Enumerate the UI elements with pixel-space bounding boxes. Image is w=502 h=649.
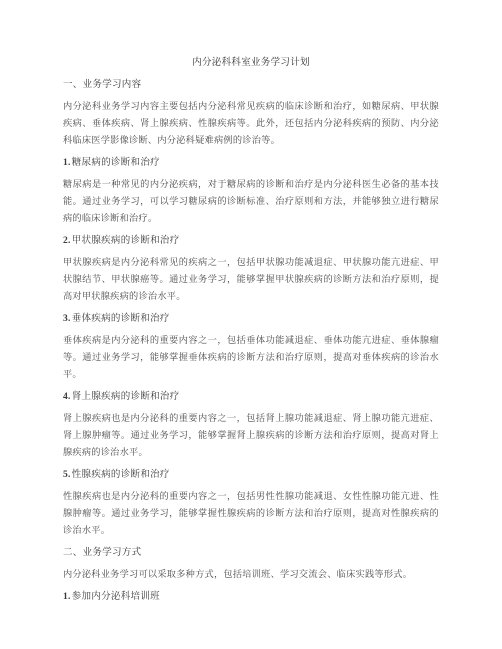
item-heading-diabetes (63, 156, 439, 170)
item-heading-thyroid (63, 234, 439, 248)
item-number: 4. (63, 392, 71, 402)
item-number: 3. (63, 314, 71, 324)
methods-intro-paragraph: 内分泌科业务学习可以采取多种方式，包括培训班、学习交流会、临床实践等形式。 (63, 569, 413, 580)
item-heading-text: 参加内分泌科培训班 (71, 591, 160, 602)
item-heading-text: 甲状腺疾病的诊断和治疗 (71, 235, 180, 246)
item-heading-text: 垂体疾病的诊断和治疗 (71, 313, 170, 324)
item-paragraph-thyroid: 甲状腺疾病是内分泌科常见的疾病之一，包括甲状腺功能减退症、甲状腺功能亢进症、甲状腺结节、甲状腺癌等。通过业务学习，能够掌握甲状腺疾病的诊断方法和治疗原则，提高对甲状腺疾病的诊治水平。 (63, 257, 439, 302)
item-heading-text: 性腺疾病的诊断和治疗 (71, 469, 170, 480)
item-paragraph-pituitary: 垂体疾病是内分泌科的重要内容之一，包括垂体功能减退症、垂体功能亢进症、垂体腺瘤等。通过业务学习，能够掌握垂体疾病的诊断方法和治疗原则，提高对垂体疾病的诊治水平。 (63, 335, 439, 380)
item-number: 5. (63, 470, 71, 480)
item-heading-gonad (63, 468, 439, 482)
section-heading-methods: 二、业务学习方式 (63, 547, 142, 558)
item-number: 1. (63, 158, 71, 168)
item-paragraph-adrenal: 肾上腺疾病也是内分泌科的重要内容之一，包括肾上腺功能减退症、肾上腺功能亢进症、肾上腺肿瘤等。通过业务学习，能够掌握肾上腺疾病的诊断方法和治疗原则，提高对肾上腺疾病的诊治水平。 (63, 413, 439, 458)
item-heading-text: 糖尿病的诊断和治疗 (71, 157, 160, 168)
item-paragraph-gonad: 性腺疾病也是内分泌科的重要内容之一，包括男性性腺功能减退、女性性腺功能亢进、性腺肿瘤等。通过业务学习，能够掌握性腺疾病的诊断方法和治疗原则，提高对性腺疾病的诊治水平。 (63, 491, 439, 536)
item-number: 2. (63, 236, 71, 246)
document-title: 内分泌科科室业务学习计划 (192, 57, 310, 68)
intro-paragraph: 内分泌科业务学习内容主要包括内分泌科常见疾病的临床诊断和治疗，如糖尿病、甲状腺疾病、垂体疾病、肾上腺疾病、性腺疾病等。此外，还包括内分泌科疾病的预防、内分泌科临床医学影像诊断、内分泌科疑难病例的诊治等。 (63, 101, 439, 146)
methods-item-heading-training (63, 590, 439, 604)
item-heading-pituitary (63, 312, 439, 326)
item-number: 1. (63, 592, 71, 602)
section-heading-content: 一、业务学习内容 (63, 79, 142, 90)
item-heading-text: 肾上腺疾病的诊断和治疗 (71, 391, 180, 402)
item-paragraph-diabetes: 糖尿病是一种常见的内分泌疾病，对于糖尿病的诊断和治疗是内分泌科医生必备的基本技能。通过业务学习，可以学习糖尿病的诊断标准、治疗原则和方法，并能够独立进行糖尿病的临床诊断和治疗。 (63, 179, 439, 224)
item-heading-adrenal (63, 390, 439, 404)
